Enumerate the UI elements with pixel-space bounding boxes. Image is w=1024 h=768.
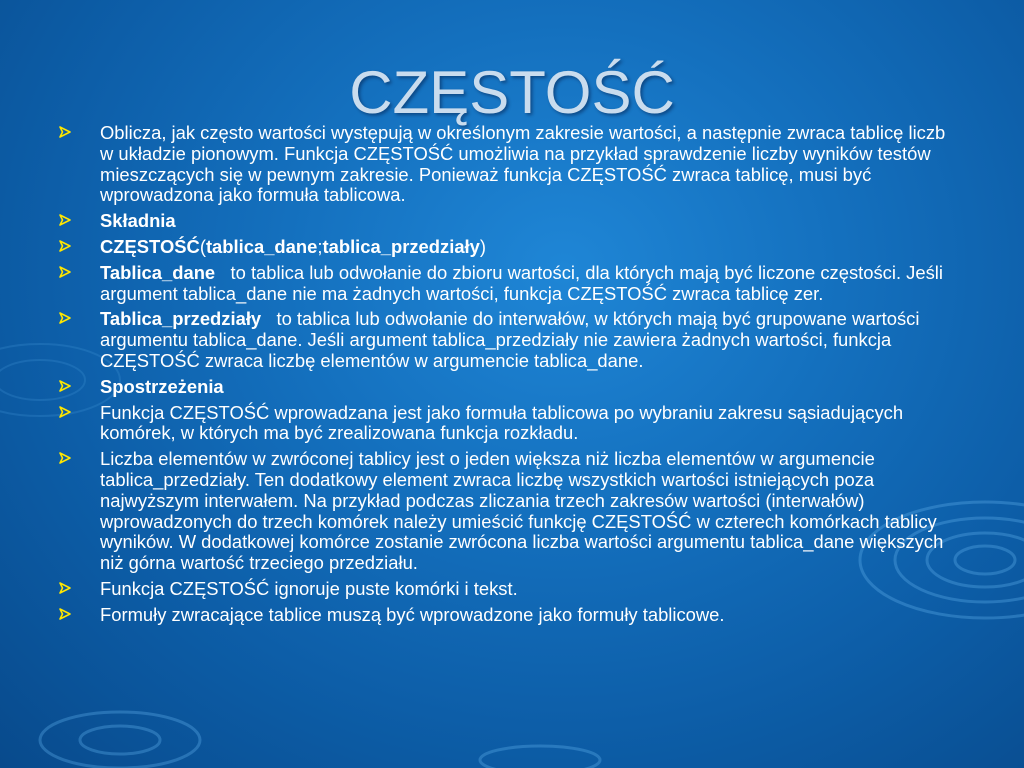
bullet-text: Oblicza, jak często wartości występują w określonym zakresie wartości, a następnie zwraca tablicę liczb w układzie pionowym. Funkcja CZĘSTOŚĆ umożliwia na przykład sprawdzenie liczby wyników testów mieszczących się w pewnym zakresie. Ponieważ funkcja CZĘSTOŚĆ zwraca tablicę, musi być wprowadzona jako formuła tablicowa. bbox=[100, 122, 946, 206]
arrow-bullet-icon bbox=[58, 379, 72, 393]
list-item bbox=[58, 237, 958, 258]
arrow-bullet-icon bbox=[58, 213, 72, 227]
section-heading-syntax: Składnia bbox=[100, 210, 176, 232]
section-heading-remarks: Spostrzeżenia bbox=[100, 375, 224, 397]
bullet-text: to tablica lub odwołanie do zbioru wartości, dla których mają być liczone częstości. Jeśli argument tablica_dane nie ma żadnych wartości, funkcja CZĘSTOŚĆ zwraca tablicę zer. bbox=[100, 261, 949, 304]
arrow-bullet-icon bbox=[58, 125, 72, 139]
list-item bbox=[58, 579, 958, 600]
arrow-bullet-icon bbox=[58, 311, 72, 325]
list-item bbox=[58, 309, 958, 371]
list-item bbox=[58, 211, 958, 232]
arrow-bullet-icon bbox=[58, 607, 72, 621]
bullet-text: Funkcja CZĘSTOŚĆ ignoruje puste komórki i tekst. bbox=[100, 577, 518, 599]
argument-separator: ; bbox=[317, 235, 323, 257]
arrow-bullet-icon bbox=[58, 405, 72, 419]
term-tablica-przedzialy: Tablica_przedziały bbox=[100, 308, 262, 330]
arrow-bullet-icon bbox=[58, 581, 72, 595]
term-tablica-dane: Tablica_dane bbox=[100, 261, 216, 283]
bullet-list bbox=[58, 123, 958, 631]
function-syntax bbox=[100, 236, 486, 257]
argument-data: tablica_dane bbox=[205, 235, 318, 257]
list-item bbox=[58, 377, 958, 398]
list-item bbox=[58, 263, 958, 305]
argument-bins: tablica_przedziały bbox=[322, 235, 480, 257]
arrow-bullet-icon bbox=[58, 239, 72, 253]
bullet-text: Formuły zwracające tablice muszą być wprowadzone jako formuły tablicowe. bbox=[100, 603, 725, 625]
paren-open: ( bbox=[199, 235, 206, 257]
list-item bbox=[58, 403, 958, 445]
list-item bbox=[58, 605, 958, 626]
function-name: CZĘSTOŚĆ bbox=[100, 235, 200, 257]
list-item bbox=[58, 123, 958, 206]
bullet-text: to tablica lub odwołanie do interwałów, w których mają być grupowane wartości argumentu tablica_dane. Jeśli argument tablica_przedziały nie zawiera żadnych wartości, funkcja CZĘSTOŚĆ zwraca liczbę elementów w argumencie tablica_dane. bbox=[100, 308, 925, 371]
paren-close: ) bbox=[479, 235, 487, 257]
list-item bbox=[58, 449, 958, 574]
bullet-text: Funkcja CZĘSTOŚĆ wprowadzana jest jako formuła tablicowa po wybraniu zakresu sąsiadujących komórek, w których ma być zrealizowana funkcja rozkładu. bbox=[100, 401, 904, 444]
bullet-text: Liczba elementów w zwróconej tablicy jest o jeden większa niż liczba elementów w argumencie tablica_przedziały. Ten dodatkowy element zwraca liczbę wszystkich wartości istniejących poza najwyższym interwałem. Na przykład podczas zliczania trzech zakresów wartości (interwałów) wprowadzonych do trzech komórek należy umieścić funkcję CZĘSTOŚĆ w czterech komórkach tablicy wyników. W dodatkowej komórce zostanie zwrócona liczba wartości argumentu tablica_dane większych niż górna wartość trzeciego przedziału. bbox=[100, 448, 944, 574]
arrow-bullet-icon bbox=[58, 265, 72, 279]
slide-title: CZĘSTOŚĆ bbox=[349, 59, 675, 126]
arrow-bullet-icon bbox=[58, 451, 72, 465]
